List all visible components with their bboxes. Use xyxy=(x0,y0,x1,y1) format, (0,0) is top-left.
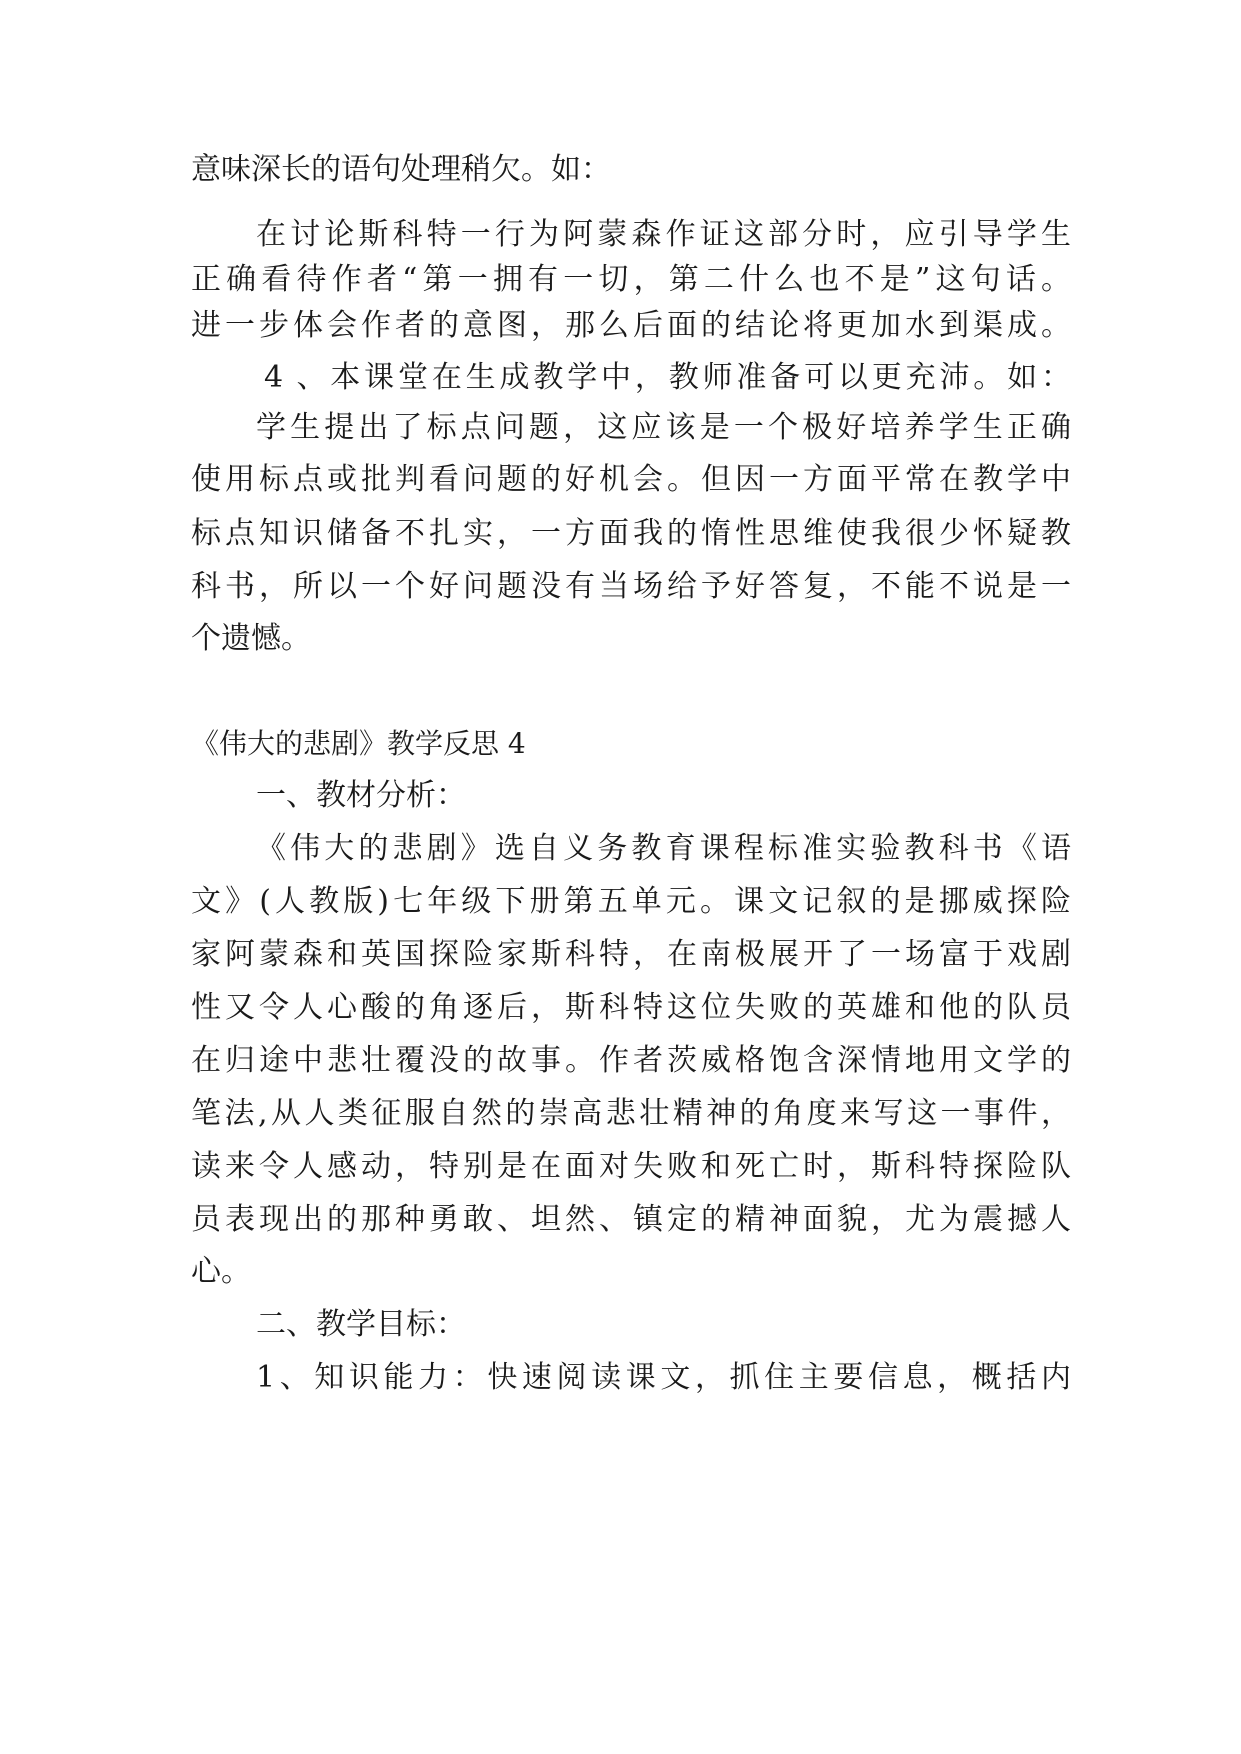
text-line: 4 、本课堂在生成教学中，教师准备可以更充沛。如： xyxy=(264,360,1071,395)
text-line: 进一步体会作者的意图，那么后面的结论将更加水到渠成。 xyxy=(191,308,1071,343)
text-line: 在归途中悲壮覆没的故事。作者茨威格饱含深情地用文学的 xyxy=(191,1043,1071,1078)
text-line: 文》(人教版)七年级下册第五单元。课文记叙的是挪威探险 xyxy=(191,884,1071,919)
text-line: 意味深长的语句处理稍欠。如： xyxy=(191,152,611,187)
text-line: 正确看待作者“第一拥有一切，第二什么也不是”这句话。 xyxy=(191,262,1071,297)
text-line: 心。 xyxy=(191,1254,251,1289)
text-line: 员表现出的那种勇敢、坦然、镇定的精神面貌，尤为震撼人 xyxy=(191,1202,1071,1237)
text-line: 学生提出了标点问题，这应该是一个极好培养学生正确 xyxy=(256,410,1071,445)
text-line: 家阿蒙森和英国探险家斯科特，在南极展开了一场富于戏剧 xyxy=(191,937,1071,972)
subsection-heading: 一、教材分析： xyxy=(256,778,466,813)
subsection-heading: 二、教学目标： xyxy=(256,1307,466,1342)
text-line: 标点知识储备不扎实，一方面我的惰性思维使我很少怀疑教 xyxy=(191,516,1071,551)
text-line: 笔法,从人类征服自然的崇高悲壮精神的角度来写这一事件， xyxy=(191,1096,1071,1131)
section-heading: 《伟大的悲剧》教学反思 4 xyxy=(191,727,526,760)
text-line: 个遗憾。 xyxy=(191,621,311,656)
text-line: 读来令人感动，特别是在面对失败和死亡时，斯科特探险队 xyxy=(191,1149,1071,1184)
text-line: 使用标点或批判看问题的好机会。但因一方面平常在教学中 xyxy=(191,462,1071,497)
text-line: 性又令人心酸的角逐后，斯科特这位失败的英雄和他的队员 xyxy=(191,990,1071,1025)
text-line: 《伟大的悲剧》选自义务教育课程标准实验教科书《语 xyxy=(256,831,1071,866)
text-line: 在讨论斯科特一行为阿蒙森作证这部分时，应引导学生 xyxy=(256,217,1071,252)
text-line: 1、知识能力：快速阅读课文，抓住主要信息，概括内 xyxy=(256,1360,1071,1395)
text-line: 科书，所以一个好问题没有当场给予好答复，不能不说是一 xyxy=(191,569,1071,604)
